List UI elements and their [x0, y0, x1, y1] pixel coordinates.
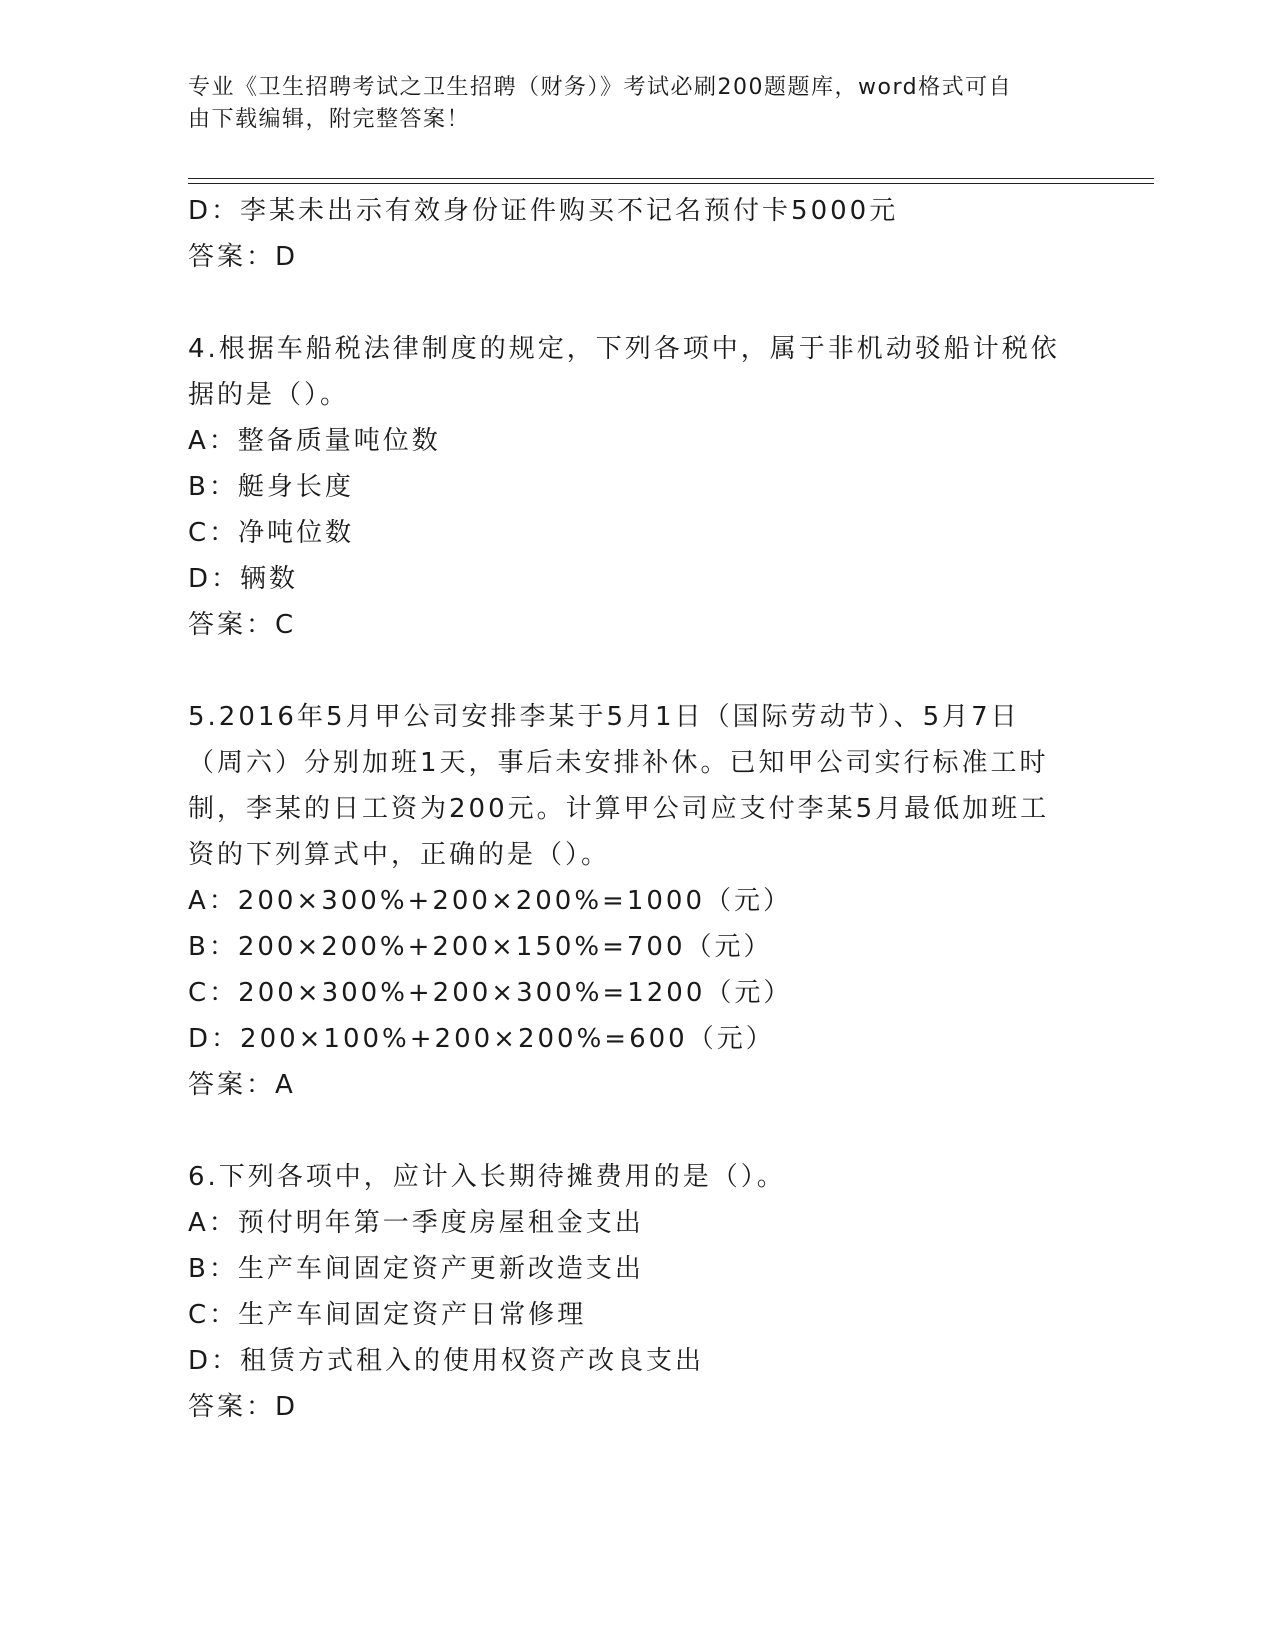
- question-4-option-c: C：净吨位数: [188, 518, 355, 548]
- spacer: [188, 1108, 1068, 1154]
- question-5-answer: 答案：A: [188, 1070, 296, 1100]
- header-line-2: 由下载编辑，附完整答案！: [188, 107, 471, 132]
- question-6-option-b: B：生产车间固定资产更新改造支出: [188, 1254, 644, 1284]
- question-5-option-c: C：200×300%+200×300%=1200（元）: [188, 978, 793, 1008]
- header-rule-bottom: [188, 183, 1154, 184]
- question-5-text-line-2: （周六）分别加班1天，事后未安排补休。已知甲公司实行标准工时: [188, 748, 1049, 778]
- prev-question-answer: 答案：D: [188, 242, 299, 272]
- question-5-option-d: D：200×100%+200×200%=600（元）: [188, 1024, 775, 1054]
- question-6-text-line-1: 6.下列各项中，应计入长期待摊费用的是（）。: [188, 1162, 786, 1192]
- question-5-text-line-3: 制，李某的日工资为200元。计算甲公司应支付李某5月最低加班工: [188, 794, 1050, 824]
- question-4-answer: 答案：C: [188, 610, 297, 640]
- header-rule-top: [188, 178, 1154, 179]
- question-4: [188, 326, 1068, 648]
- prev-question-option-d: D：李某未出示有效身份证件购买不记名预付卡5000元: [188, 196, 899, 226]
- question-4-option-d: D：辆数: [188, 564, 299, 594]
- document-header: [188, 72, 1068, 136]
- question-6-option-a: A：预付明年第一季度房屋租金支出: [188, 1208, 644, 1238]
- question-4-option-b: B：艇身长度: [188, 472, 354, 502]
- question-5-option-b: B：200×200%+200×150%=700（元）: [188, 932, 773, 962]
- question-6: [188, 1154, 1068, 1430]
- question-4-text-line-1: 4.根据车船税法律制度的规定，下列各项中，属于非机动驳船计税依: [188, 334, 1060, 364]
- spacer: [188, 648, 1068, 694]
- question-6-option-d: D：租赁方式租入的使用权资产改良支出: [188, 1346, 705, 1376]
- question-6-option-c: C：生产车间固定资产日常修理: [188, 1300, 587, 1330]
- question-content: [188, 188, 1068, 1430]
- question-4-text-line-2: 据的是（）。: [188, 380, 350, 410]
- question-5: [188, 694, 1068, 1108]
- question-4-option-a: A：整备质量吨位数: [188, 426, 441, 456]
- header-line-1: 专业《卫生招聘考试之卫生招聘（财务）》考试必刷200题题库，word格式可自: [188, 75, 1013, 100]
- question-5-text-line-4: 资的下列算式中，正确的是（）。: [188, 840, 611, 870]
- question-5-text-line-1: 5.2016年5月甲公司安排李某于5月1日（国际劳动节）、5月7日: [188, 702, 1020, 732]
- question-5-option-a: A：200×300%+200×200%=1000（元）: [188, 886, 793, 916]
- question-6-answer: 答案：D: [188, 1392, 299, 1422]
- spacer: [188, 280, 1068, 326]
